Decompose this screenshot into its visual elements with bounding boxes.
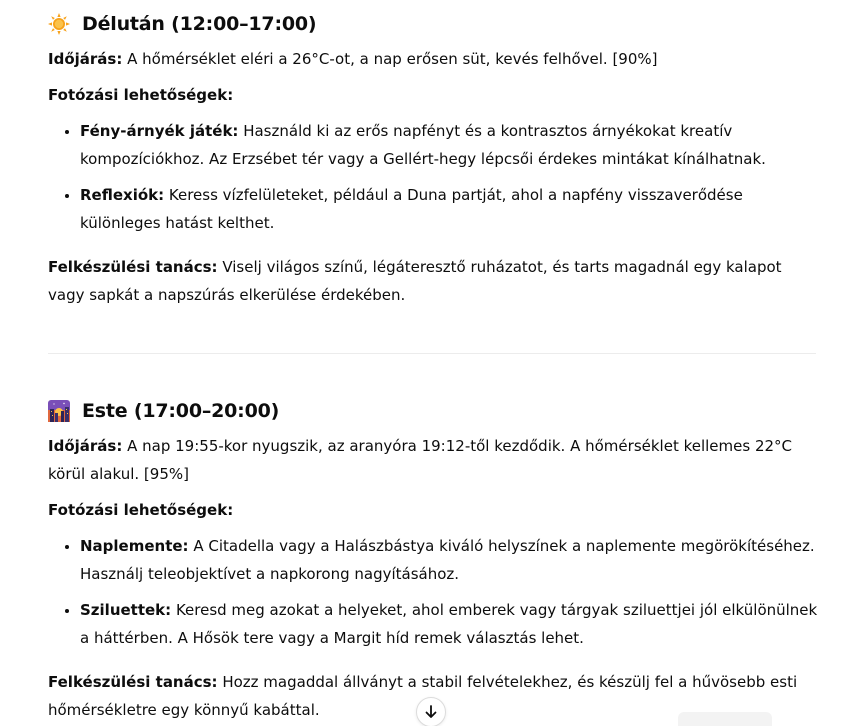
item-label: Naplemente: [80,537,189,555]
list-item [80,117,818,173]
partial-toolbar-pill [678,712,772,726]
tip-label: Felkészülési tanács: [48,258,218,276]
photo-heading [48,81,818,109]
item-text: Használd ki az erős napfényt és a kontrasztos árnyékokat kreatív kompozíciókhoz. Az Erzsébet tér vagy a Gellért-hegy lépcsői érdekes mintákat kínálhatnak. [80,122,766,168]
scroll-to-bottom-button[interactable] [416,697,446,726]
tip-paragraph [48,253,818,309]
section-title-text: Este (17:00–20:00) [82,400,280,422]
item-text: A Citadella vagy a Halászbástya kiváló helyszínek a naplemente megörökítéséhez. Használj teleobjektívet a napkorong nagyításához. [80,537,815,583]
arrow-down-icon [424,705,438,719]
photo-heading [48,496,818,524]
photo-heading-label: Fotózási lehetőségek: [48,86,234,104]
weather-paragraph [48,432,818,488]
weather-label: Időjárás: [48,50,123,68]
weather-paragraph [48,45,818,73]
tip-text: Hozz magaddal állványt a stabil felvételekhez, és készülj fel a hűvösebb esti hőmérsékletre egy könnyű kabáttal. [48,673,798,719]
list-item [80,596,818,652]
photo-heading-label: Fotózási lehetőségek: [48,501,234,519]
sunset-city-icon [48,400,70,422]
section-title-evening [48,396,818,426]
assistant-message [48,0,818,726]
list-item [80,532,818,588]
weather-label: Időjárás: [48,437,123,455]
section-title-afternoon [48,9,818,39]
section-title-text: Délután (12:00–17:00) [82,13,317,35]
item-label: Reflexiók: [80,186,165,204]
weather-text: A hőmérséklet eléri a 26°C-ot, a nap erősen süt, kevés felhővel. [90%] [122,50,658,68]
tip-text: Viselj világos színű, légáteresztő ruházatot, és tarts magadnál egy kalapot vagy sapkát a napszúrás elkerülése érdekében. [48,258,782,304]
item-text: Keress vízfelületeket, például a Duna partját, ahol a napfény visszaverődése különleges hatást kelthet. [80,186,743,232]
photo-list [48,117,818,237]
tip-label: Felkészülési tanács: [48,673,218,691]
sun-icon [48,13,70,35]
section-divider [48,353,816,354]
list-item [80,181,818,237]
item-text: Keresd meg azokat a helyeket, ahol emberek vagy tárgyak sziluettjei jól elkülönülnek a háttérben. A Hősök tere vagy a Margit híd remek választás lehet. [80,601,818,647]
photo-list [48,532,818,652]
weather-text: A nap 19:55-kor nyugszik, az aranyóra 19:12-től kezdődik. A hőmérséklet kellemes 22°C körül alakul. [95%] [48,437,793,483]
item-label: Fény-árnyék játék: [80,122,239,140]
item-label: Sziluettek: [80,601,172,619]
